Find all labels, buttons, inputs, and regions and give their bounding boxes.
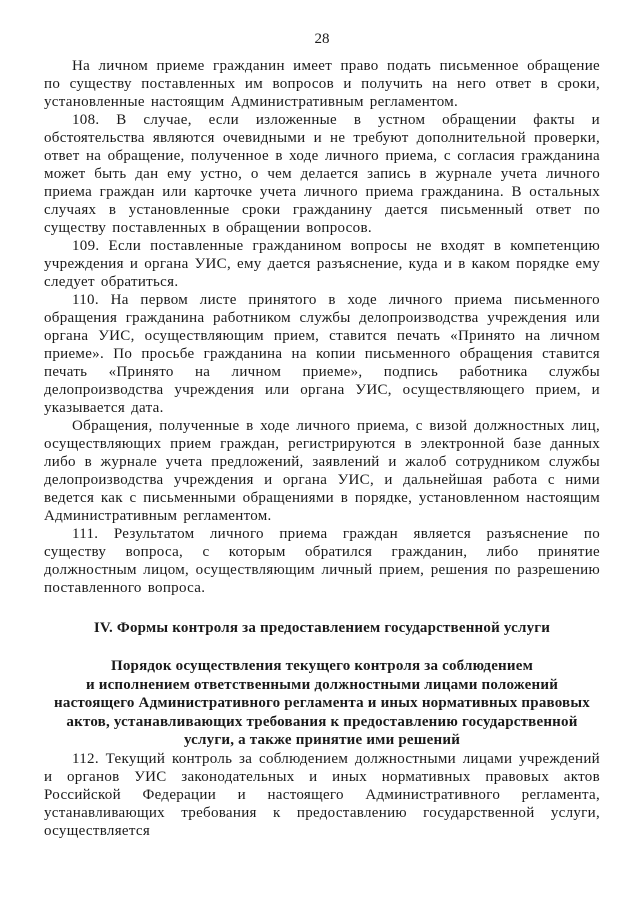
subsection-heading	[44, 657, 600, 750]
subsection-heading-line: актов, устанавливающих требования к предоставлению государственной	[66, 713, 578, 730]
subsection-heading-line: Порядок осуществления текущего контроля за соблюдением	[110, 658, 534, 674]
paragraph-110: 110. На первом листе принятого в ходе личного приема письменного обращения гражданина работником службы делопроизводства учреждения или органа УИС, осуществляющим прием, ставится печать «Принято на личном приеме». По просьбе гражданина на копии письменного обращения ставится печать «Принято на личном приеме», подпись работника службы делопроизводства учреждения или органа УИС, осуществляющего прием, и указывается дата.	[44, 292, 600, 416]
section-heading: IV. Формы контроля за предоставлением государственной услуги	[93, 620, 551, 636]
subsection-heading-line: настоящего Административного регламента и иных нормативных правовых	[54, 695, 590, 711]
paragraph-111: 111. Результатом личного приема граждан является разъяснение по существу вопроса, с которым обратился гражданин, либо принятие должностным лицом, осуществляющим личный прием, решения по разрешению поставленного вопроса.	[44, 526, 600, 596]
page-number: 28	[314, 31, 330, 47]
paragraph-109: 109. Если поставленные гражданином вопросы не входят в компетенцию учреждения и органа УИС, ему дается разъяснение, куда и в каком порядке ему следует обратиться.	[44, 238, 600, 290]
paragraph-112: 112. Текущий контроль за соблюдением должностными лицами учреждений и органов УИС законодательных и иных нормативных правовых актов Российской Федерации и настоящего Административного регламента, устанавливающих требования к предоставлению государственной услуги, осуществляется	[44, 750, 600, 839]
subsection-heading-line: услуги, а также принятие ими решений	[183, 732, 461, 748]
subsection-heading-line: и исполнением ответственными должностными лицами положений	[85, 676, 559, 693]
paragraph-appeals-registration: Обращения, полученные в ходе личного приема, с визой должностных лиц, осуществляющих прием граждан, регистрируются в электронной базе данных либо в журнале учета предложений, заявлений и жалоб сотрудником службы делопроизводства учреждения и органа УИС, и дальнейшая работа с ними ведется как с письменными обращениями в порядке, установленном настоящим Административным регламентом.	[44, 418, 600, 524]
intro-paragraph: На личном приеме гражданин имеет право подать письменное обращение по существу поставленных им вопросов и получить на него ответ в сроки, установленные настоящим Административным регламентом.	[44, 58, 600, 110]
paragraph-108: 108. В случае, если изложенные в устном обращении факты и обстоятельства являются очевидными и не требуют дополнительной проверки, ответ на обращение, полученное в ходе личного приема, с согласия гражданина может быть дан ему устно, о чем делается запись в журнале учета личного приема граждан или карточке учета личного приема гражданина. В остальных случаях в установленные сроки гражданину дается письменный ответ по существу поставленных в обращении вопросов.	[44, 112, 600, 236]
